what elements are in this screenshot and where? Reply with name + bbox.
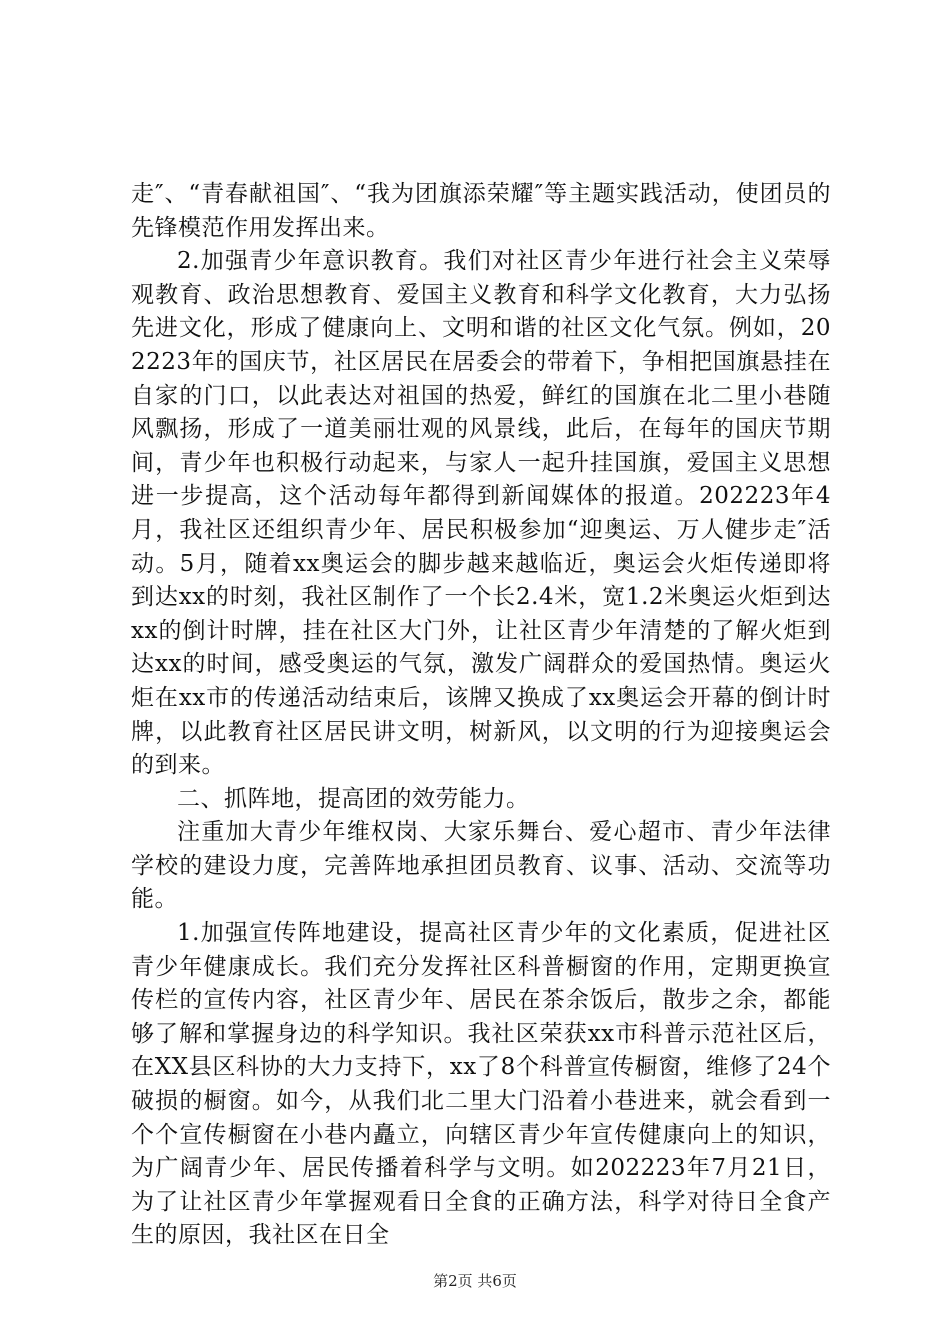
paragraph-youth-awareness-education: 2.加强青少年意识教育。我们对社区青少年进行社会主义荣辱观教育、政治思想教育、爱国主义教育和科学文化教育，大力弘扬先进文化，形成了健康向上、文明和谐的社区文化气氛。例如，202223年的国庆节，社区居民在居委会的带着下，争相把国旗悬挂在自家的门口，以此表达对祖国的热爱，鲜红的国旗在北二里小巷随风飘扬，形成了一道美丽壮观的风景线，此后，在每年的国庆节期间，青少年也积极行动起来，与家人一起升挂国旗，爱国主义思想进一步提高，这个活动每年都得到新闻媒体的报道。202223年4月，我社区还组织青少年、居民积极参加“迎奥运、万人健步走″活动。5月，随着xx奥运会的脚步越来越临近，奥运会火炬传递即将到达xx的时刻，我社区制作了一个长2.4米，宽1.2米奥运火炬到达xx的倒计时牌，挂在社区大门外，让社区青少年清楚的了解火炬到达xx的时间，感受奥运的气氛，激发广阔群众的爱国热情。奥运火炬在xx市的传递活动结束后，该牌又换成了xx奥运会开幕的倒计时牌，以此教育社区居民讲文明，树新风，以文明的行为迎接奥运会的到来。 (131, 248, 831, 779)
paragraph-position-building: 注重加大青少年维权岗、大家乐舞台、爱心超市、青少年法律学校的建设力度，完善阵地承担团员教育、议事、活动、交流等功能。 (131, 819, 831, 913)
document-body (131, 178, 831, 1253)
page-number-footer: 第2页 共6页 (433, 1272, 517, 1290)
section-heading-positions: 二、抓阵地，提高团的效劳能力。 (177, 785, 530, 812)
paragraph-publicity-position: 1.加强宣传阵地建设，提高社区青少年的文化素质，促进社区青少年健康成长。我们充分发挥社区科普橱窗的作用，定期更换宣传栏的宣传内容，社区青少年、居民在茶余饭后，散步之余，都能够了解和掌握身边的科学知识。我社区荣获xx市科普示范社区后，在XX县区科协的大力支持下，xx了8个科普宣传橱窗，维修了24个破损的橱窗。如今，从我们北二里大门沿着小巷进来，就会看到一个个宣传橱窗在小巷内矗立，向辖区青少年宣传健康向上的知识，为广阔青少年、居民传播着科学与文明。如202223年7月21日，为了让社区青少年掌握观看日全食的正确方法，科学对待日全食产生的原因，我社区在日全 (131, 920, 831, 1249)
paragraph-continuation: 走″、“青春献祖国″、“我为团旗添荣耀″等主题实践活动，使团员的先锋模范作用发挥出来。 (131, 181, 831, 241)
